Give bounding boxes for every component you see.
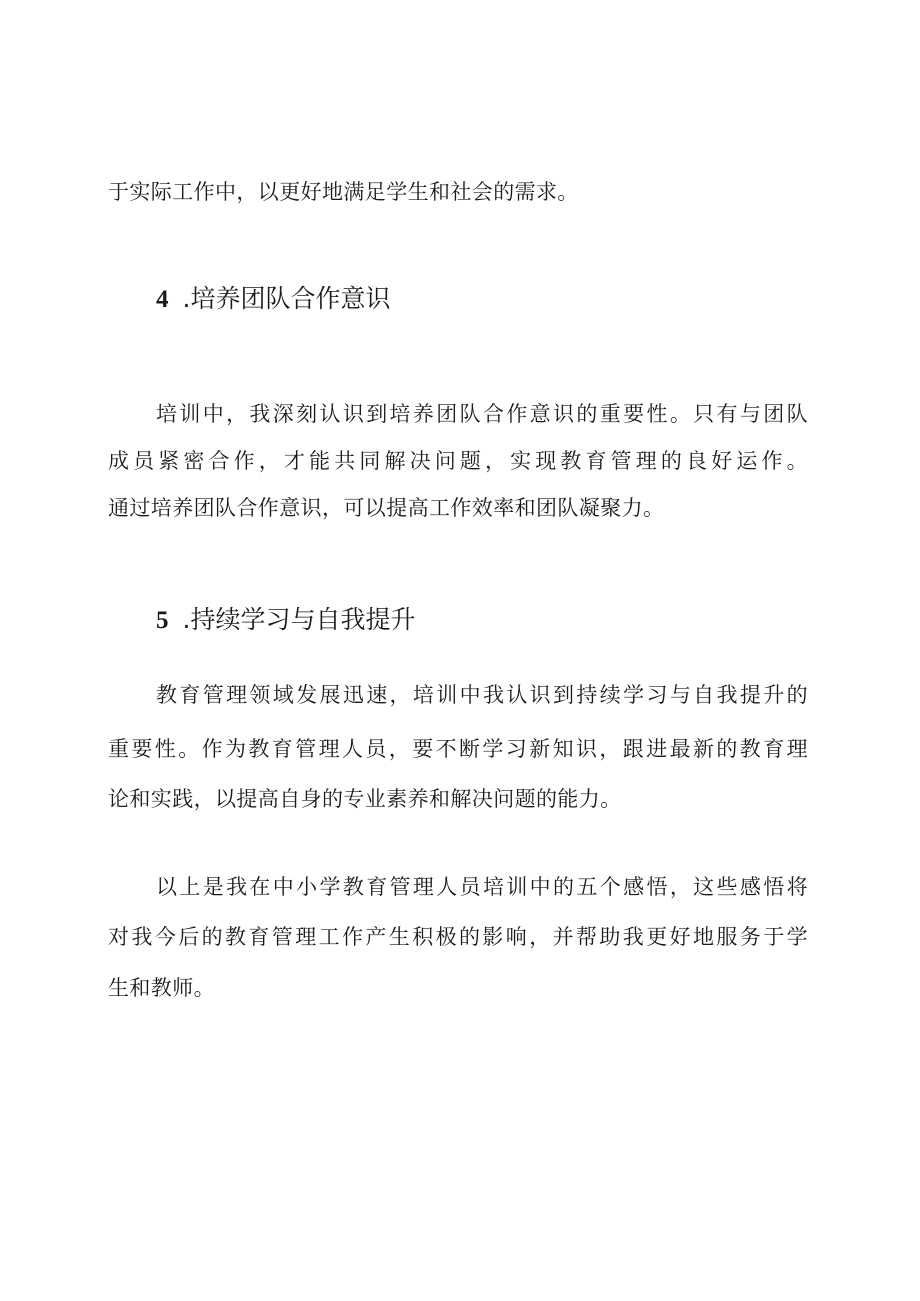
section-5-paragraph-line-3: 论和实践，以提高自身的专业素养和解决问题的能力。 bbox=[108, 787, 622, 811]
section-5-number: 5 bbox=[156, 607, 169, 634]
section-5-title: .持续学习与自我提升 bbox=[182, 605, 416, 634]
section-4-paragraph-line-1: 培训中，我深刻认识到培养团队合作意识的重要性。只有与团队 bbox=[156, 402, 808, 426]
section-4-number: 4 bbox=[156, 286, 169, 313]
section-5-paragraph-line-1: 教育管理领域发展迅速，培训中我认识到持续学习与自我提升的 bbox=[156, 683, 808, 707]
conclusion-paragraph-line-2: 对我今后的教育管理工作产生积极的影响，并帮助我更好地服务于学 bbox=[108, 925, 808, 949]
section-4-heading bbox=[156, 282, 390, 317]
section-5-heading bbox=[156, 603, 415, 638]
section-4-title: .培养团队合作意识 bbox=[182, 284, 391, 313]
conclusion-paragraph-line-3: 生和教师。 bbox=[108, 976, 215, 1000]
section-5-paragraph-line-2: 重要性。作为教育管理人员，要不断学习新知识，跟进最新的教育理 bbox=[108, 737, 808, 761]
section-4-paragraph-line-3: 通过培养团队合作意识，可以提高工作效率和团队凝聚力。 bbox=[108, 496, 665, 520]
intro-line-1: 于实际工作中，以更好地满足学生和社会的需求。 bbox=[108, 180, 579, 204]
section-4-paragraph-line-2: 成员紧密合作，才能共同解决问题，实现教育管理的良好运作。 bbox=[108, 449, 808, 473]
conclusion-paragraph-line-1: 以上是我在中小学教育管理人员培训中的五个感悟，这些感悟将 bbox=[156, 875, 808, 899]
